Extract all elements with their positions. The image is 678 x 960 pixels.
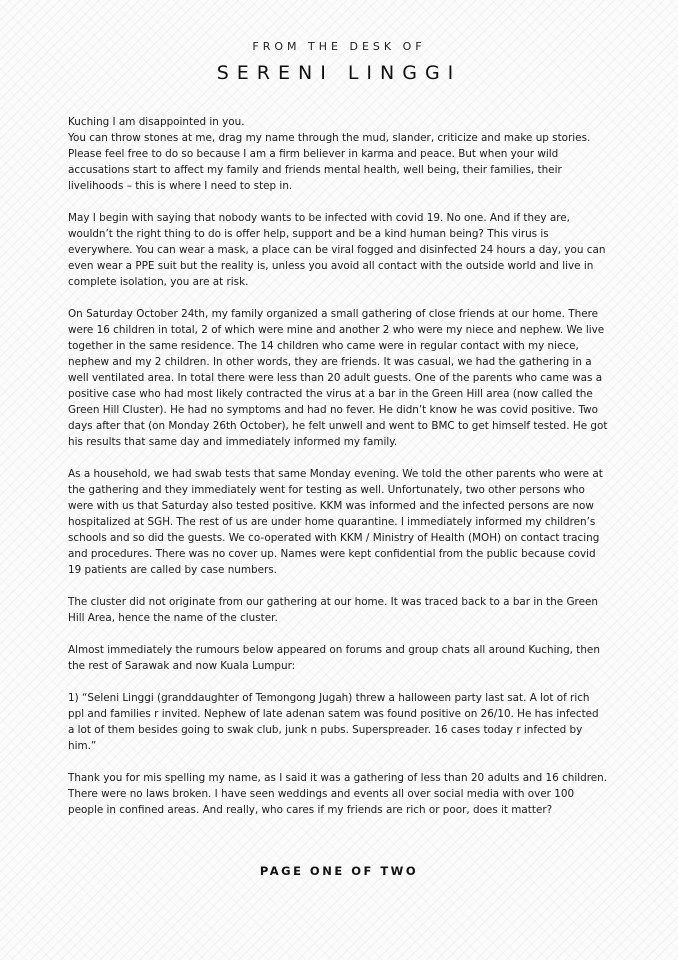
paragraph-1: You can throw stones at me, drag my name through the mud, slander, criticize and make up stories. Please feel free to do so because I am a firm believer in karma and peace. But when your wild accusations start to affect my family and friends mental health, well being, their families, their livelihoods – this is where I need to step in. xyxy=(68,132,591,192)
letterhead-name: SERENI LINGGI xyxy=(216,62,462,84)
letter-body xyxy=(68,114,608,834)
opening-line: Kuching I am disappointed in you. xyxy=(68,116,245,128)
paragraph-7-quoted-rumour: 1) “Seleni Linggi (granddaughter of Temongong Jugah) threw a halloween party last sat. A lot of rich ppl and families r invited. Nephew of late adenan satem was found positive on 26/10. He has infected a lot of them besides going to swak club, junk n pubs. Superspreader. 16 cases today r infected by him.” xyxy=(68,692,599,752)
paragraph-5: The cluster did not originate from our gathering at our home. It was traced back to a bar in the Green Hill Area, hence the name of the cluster. xyxy=(68,596,598,624)
paragraph-3: On Saturday October 24th, my family organized a small gathering of close friends at our home. There were 16 children in total, 2 of which were mine and another 2 who were my niece and nephew. We live together in the same residence. The 14 children who came were in regular contact with my niece, nephew and my 2 children. In other words, they are friends. It was casual, we had the gathering in a well ventilated area. In total there were less than 20 adult guests. One of the parents who came was a positive case who had most likely contracted the virus at a bar in the Green Hill area (now called the Green Hill Cluster). He had no symptoms and had no fever. He didn’t know he was covid positive. Two days after that (on Monday 26th October), he felt unwell and went to BMC to get himself tested. He got his results that same day and immediately informed my family. xyxy=(68,308,608,448)
paragraph-8: Thank you for mis spelling my name, as I said it was a gathering of less than 20 adults and 16 children. There were no laws broken. I have seen weddings and events all over social media with over 100 people in confined areas. And really, who cares if my friends are rich or poor, does it matter? xyxy=(68,772,608,816)
paragraph-2: May I begin with saying that nobody wants to be infected with covid 19. No one. And if they are, wouldn’t the right thing to do is offer help, support and be a kind human being? This virus is everywhere. You can wear a mask, a place can be viral fogged and disinfected 24 hours a day, you can even wear a PPE suit but the reality is, unless you avoid all contact with the outside world and live in complete isolation, you are at risk. xyxy=(68,212,606,288)
page-number-label: PAGE ONE OF TWO xyxy=(259,864,419,878)
paragraph-6: Almost immediately the rumours below appeared on forums and group chats all around Kuching, then the rest of Sarawak and now Kuala Lumpur: xyxy=(68,644,600,672)
paragraph-4: As a household, we had swab tests that same Monday evening. We told the other parents who were at the gathering and they immediately went for testing as well. Unfortunately, two other persons who were with us that Saturday also tested positive. KKM was informed and the infected persons are now hospitalized at SGH. The rest of us are under home quarantine. I immediately informed my children’s schools and so did the guests. We co-operated with KKM / Ministry of Health (MOH) on contact tracing and procedures. There was no cover up. Names were kept confidential from the public because covid 19 patients are called by case numbers. xyxy=(68,468,603,576)
letterhead-kicker: FROM THE DESK OF xyxy=(252,40,426,53)
